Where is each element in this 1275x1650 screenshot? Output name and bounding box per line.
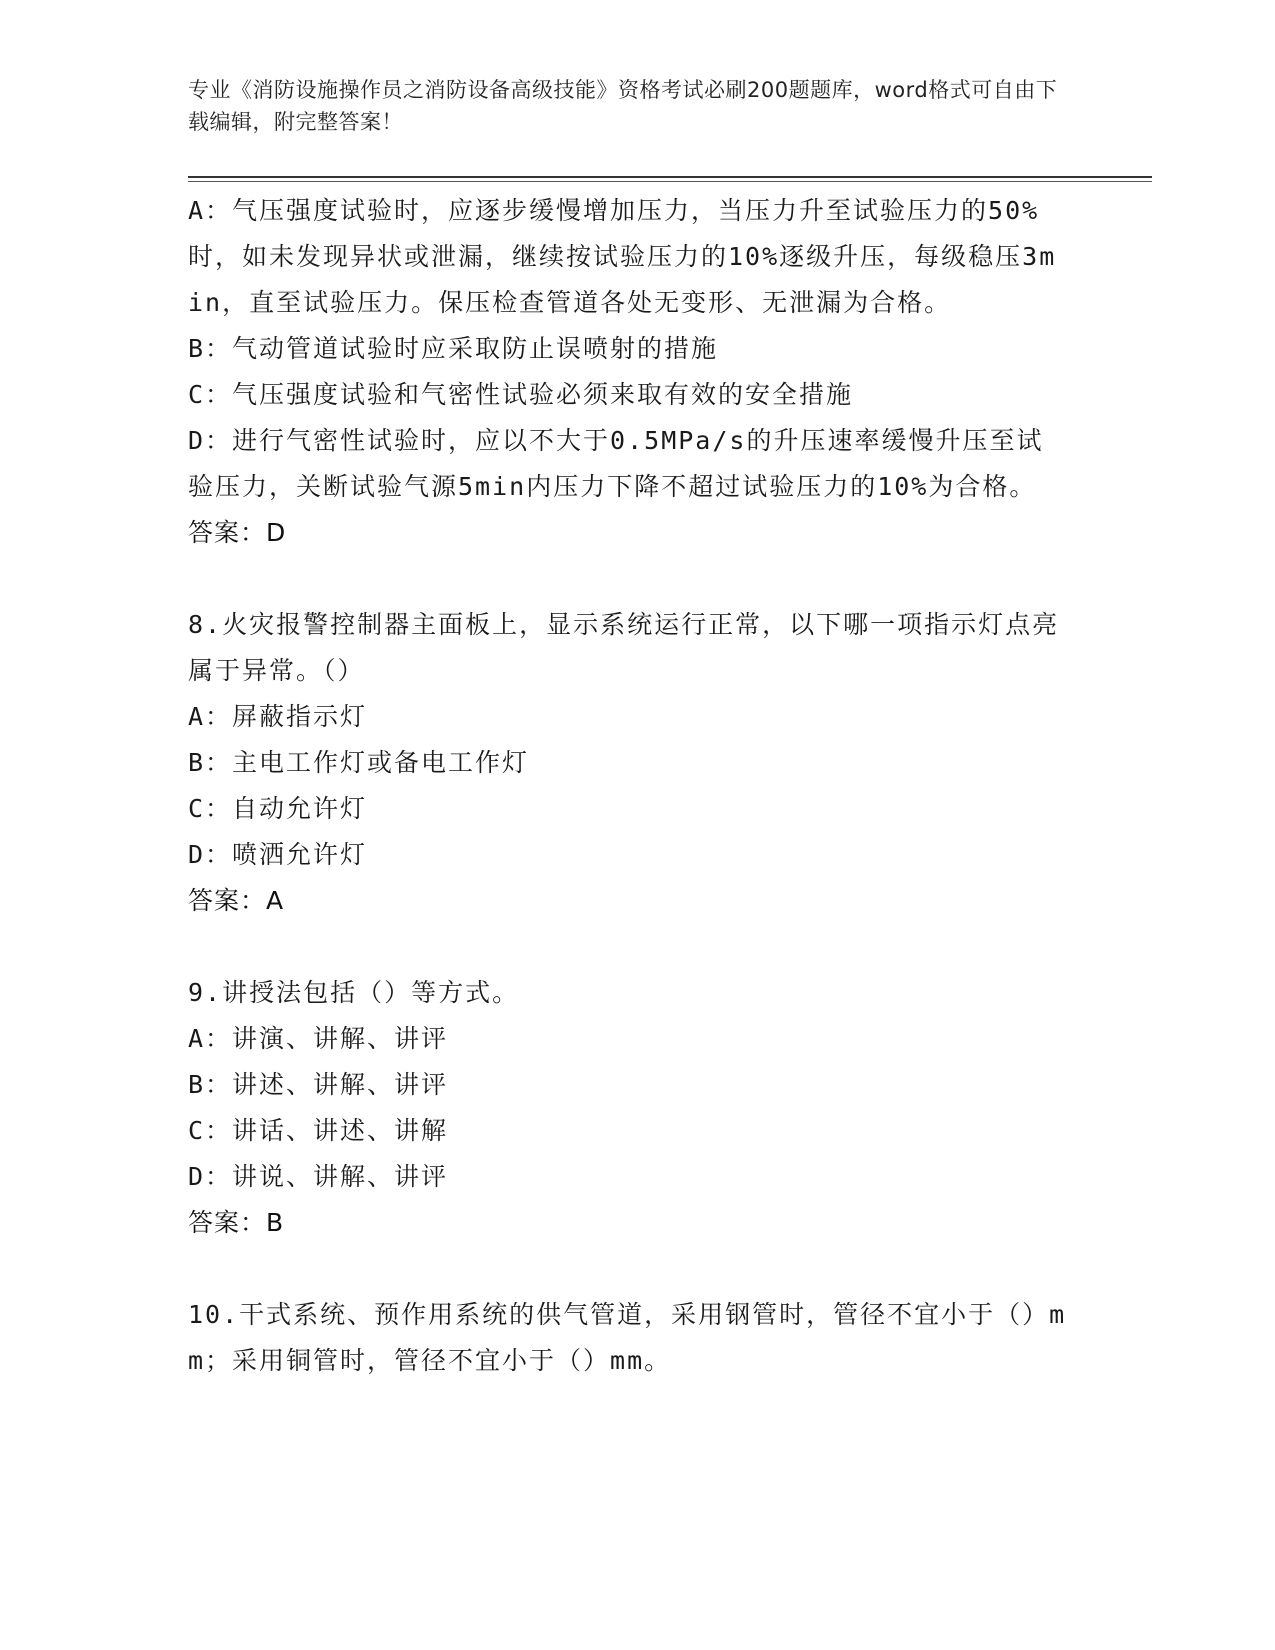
- q8-option-a: A：屏蔽指示灯: [188, 702, 368, 731]
- q8-answer: 答案：A: [188, 886, 285, 915]
- q7-answer: 答案：D: [188, 518, 287, 547]
- q7-option-d: D：进行气密性试验时，应以不大于0.5MPa/s的升压速率缓慢升压至试验压力，关断试验气源5min内压力下降不超过试验压力的10%为合格。: [188, 426, 1044, 501]
- q9-option-b: B：讲述、讲解、讲评: [188, 1070, 449, 1099]
- spacer: [188, 1246, 1068, 1292]
- q10-question: 10.干式系统、预作用系统的供气管道，采用钢管时，管径不宜小于（）mm；采用铜管时，管径不宜小于（）mm。: [188, 1300, 1067, 1375]
- spacer: [188, 924, 1068, 970]
- header-divider-thin: [188, 181, 1152, 182]
- q7-option-a: A：气压强度试验时，应逐步缓慢增加压力，当压力升至试验压力的50%时，如未发现异状或泄漏，继续按试验压力的10%逐级升压，每级稳压3min，直至试验压力。保压检查管道各处无变形、无泄漏为合格。: [188, 196, 1057, 317]
- document-header: 专业《消防设施操作员之消防设备高级技能》资格考试必刷200题题库，word格式可自由下载编辑，附完整答案！: [188, 78, 1058, 134]
- q8-option-d: D：喷洒允许灯: [188, 840, 368, 869]
- q9-option-a: A：讲演、讲解、讲评: [188, 1024, 449, 1053]
- q7-option-c: C：气压强度试验和气密性试验必须来取有效的安全措施: [188, 380, 854, 409]
- q9-option-d: D：讲说、讲解、讲评: [188, 1162, 449, 1191]
- header-divider-thick: [188, 176, 1152, 178]
- q9-question: 9.讲授法包括（）等方式。: [188, 978, 520, 1007]
- spacer: [188, 556, 1068, 602]
- q7-option-b: B：气动管道试验时应采取防止误喷射的措施: [188, 334, 719, 363]
- q9-option-c: C：讲话、讲述、讲解: [188, 1116, 449, 1145]
- q8-question: 8.火灾报警控制器主面板上，显示系统运行正常，以下哪一项指示灯点亮属于异常。（）: [188, 610, 1060, 685]
- q8-option-c: C：自动允许灯: [188, 794, 368, 823]
- q9-answer: 答案：B: [188, 1208, 285, 1237]
- q8-option-b: B：主电工作灯或备电工作灯: [188, 748, 530, 777]
- question-content: [188, 188, 1068, 1384]
